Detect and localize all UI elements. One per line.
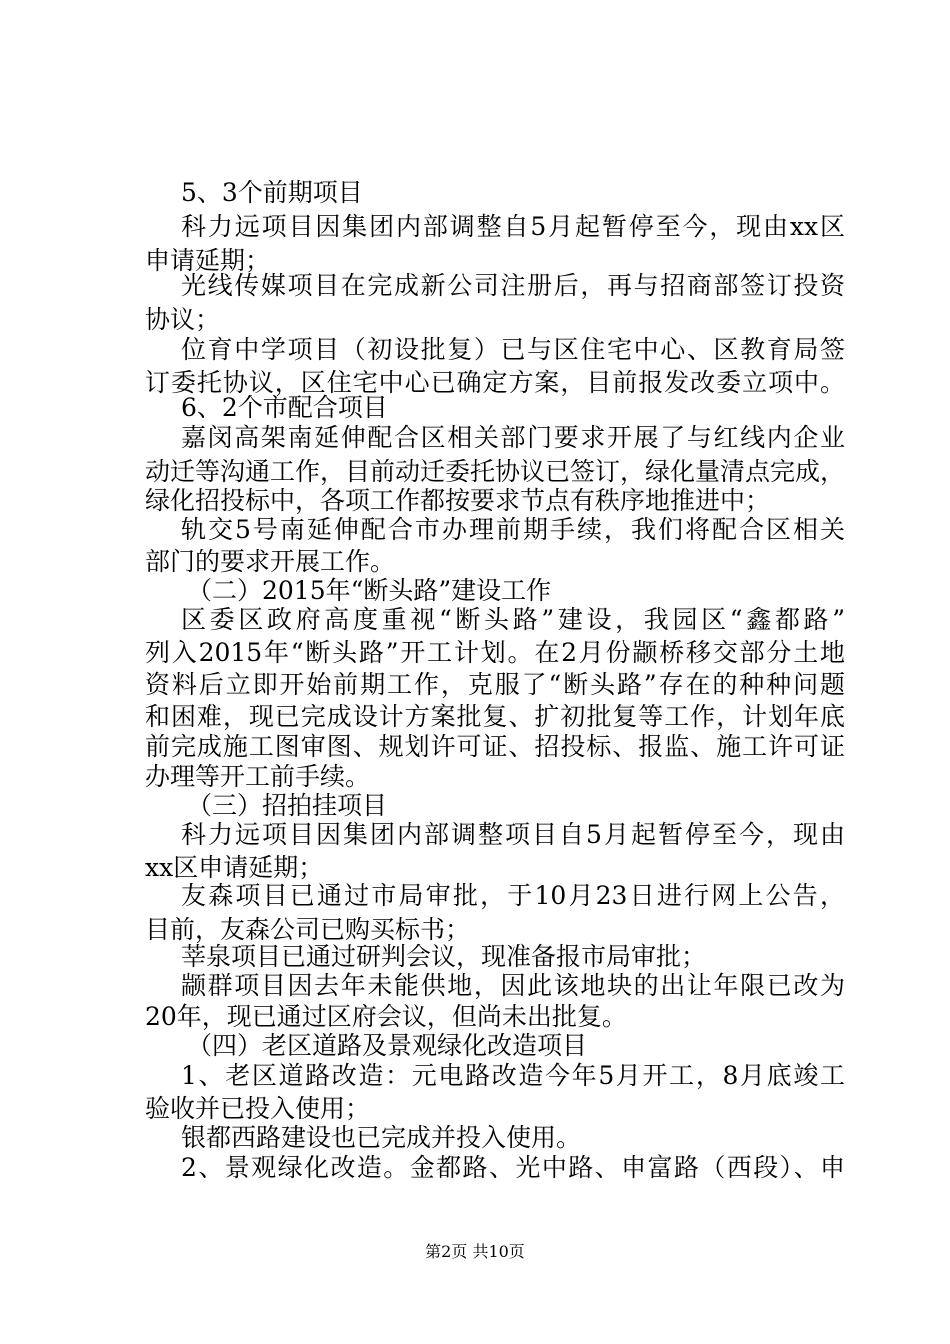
text-line: 区委区政府高度重视“断头路”建设，我园区“鑫都路” [181,605,845,634]
text-line: 部门的要求开展工作。 [145,547,396,576]
text-line: 科力远项目因集团内部调整自5月起暂停至今，现由xx区 [181,212,845,241]
text-line: 20年，现已通过区府会议，但尚未出批复。 [145,1002,627,1031]
text-line: 列入2015年“断头路”开工计划。在2月份颛桥移交部分土地 [145,638,845,667]
page-footer: 第2页 共10页 [425,1242,525,1261]
text-line: 轨交5号南延伸配合市办理前期手续，我们将配合区相关 [181,515,845,544]
text-line: 2、景观绿化改造。金都路、光中路、申富路（西段）、申 [181,1153,845,1182]
text-line: 前完成施工图审图、规划许可证、招投标、报监、施工许可证 [145,732,845,761]
text-line: 绿化招投标中，各项工作都按要求节点有秩序地推进中； [145,486,771,515]
text-line: 科力远项目因集团内部调整项目自5月起暂停至今，现由 [181,820,845,849]
text-line: 验收并已投入使用； [145,1094,371,1123]
text-line: 位育中学项目（初设批复）已与区住宅中心、区教育局签 [181,335,845,364]
text-line: 6、2个市配合项目 [181,393,388,422]
text-line: 银都西路建设也已完成并投入使用。 [181,1123,582,1152]
text-line: 和困难，现已完成设计方案批复、扩初批复等工作，计划年底 [145,702,845,731]
text-line: 办理等开工前手续。 [145,762,371,791]
text-line: 友森项目已通过市局审批，于10月23日进行网上公告， [181,881,845,910]
text-line: 目前，友森公司已购买标书； [145,915,471,944]
section-heading: （三）招拍挂项目 [187,791,388,820]
text-line: 申请延期； [145,246,271,275]
text-line: 5、3个前期项目 [181,178,363,207]
section-heading: （二）2015年“断头路”建设工作 [187,576,552,605]
text-line: 资料后立即开始前期工作，克服了“断头路”存在的种种问题 [145,670,845,699]
text-line: 嘉闵高架南延伸配合区相关部门要求开展了与红线内企业 [181,423,845,452]
text-line: xx区申请延期； [145,853,324,882]
text-line: 协议； [145,305,221,334]
text-line: 动迁等沟通工作，目前动迁委托协议已签订，绿化量清点完成， [145,457,845,486]
text-line: 光线传媒项目在完成新公司注册后，再与招商部签订投资 [181,271,845,300]
text-line: 颛群项目因去年未能供地，因此该地块的出让年限已改为 [181,971,845,1000]
text-line: 1、老区道路改造：元电路改造今年5月开工，8月底竣工 [181,1061,845,1090]
section-heading: （四）老区道路及景观绿化改造项目 [187,1031,588,1060]
text-line: 莘泉项目已通过研判会议，现准备报市局审批； [181,942,707,971]
text-line: 订委托协议，区住宅中心已确定方案，目前报发改委立项中。 [145,368,845,397]
